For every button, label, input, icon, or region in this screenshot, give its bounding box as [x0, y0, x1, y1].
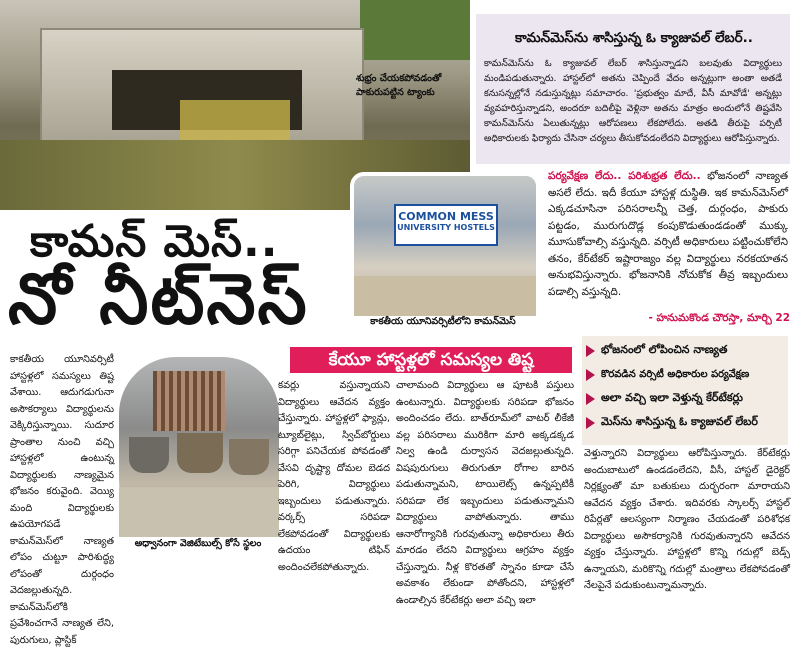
headline-line-1: కామన్ మెస్.. [30, 216, 279, 267]
article-column-3: చాలామంది విద్యార్థులు ఆ పూటకి పస్తులు ఉంటున్నారు. విద్యార్థులకు సరిపడా భోజనం అందించడం లేదు. బాత్‌రూమ్‌లో వాటర్ లీకేజీ వల్ల పరిసరాలు మురికిగా మారి అక్కడక్కడ నిల్వ ఉండి దుర్వాసన వెదజల్లుతున్నది. విషపురుగులు తిరుగుతూ రోగాల బారిన పడుతున్నామని, టాయిలెట్స్ ఉన్నప్పటికీ సరిపడా లేక ఇబ్బందులు పడుతున్నామని విద్యార్థులు వాపోతున్నారు. తాము ఆనారోగ్యానికి గురవుతున్నా అధికారులు తీరు మారడం లేదని విద్యార్థులు ఆగ్రహం వ్యక్తం చేస్తున్నారు. నీళ్ల కొరతతో స్నానం కూడా చేసే అవకాశం లేకుండా పోతోందని, హాస్టళ్లలో ఉండాల్సిన కేర్‌టేకర్లు అలా వచ్చి ఇలా [396, 380, 574, 606]
common-mess-sign [394, 204, 498, 246]
casual-labour-box [476, 14, 790, 164]
mess-ground [354, 276, 536, 316]
highlight-item [582, 363, 788, 387]
vegetable-pot [177, 433, 223, 473]
highlight-item [582, 387, 788, 411]
sign-line-2: UNIVERSITY HOSTELS [397, 223, 495, 232]
highlight-item [582, 411, 788, 435]
headline-line-2: నో నీట్‌నెస్ [8, 258, 309, 340]
article-column-4: వెళ్తున్నారని విద్యార్థులు ఆరోపిస్తున్నారు. కేర్‌టేకర్లు అందుబాటులో ఉండడంలేదని, వీసీ, హాస్టల్ డైరెక్టర్ నిర్లక్ష్యంతో మా బతుకులు దుర్భరంగా మారాయని ఆవేదన వ్యక్తం చేశారు. ఇదివరకు స్కాలర్స్ హాస్టల్ రిపేర్లతో ఆలస్యంగా నిర్మాణం చేయడంతో పరిశోధక విద్యార్థులు అసౌకర్యానికి గురవుతున్నారని ఆవేదన వ్యక్తం చేస్తున్నారు. హాస్టళ్లలో కొన్ని గదుల్లో బెడ్స్ ఉన్నాయని, మరికొన్ని గదుల్లో మంత్రాలు లేకపోవడంతో నేలపైనే పడుకుంటున్నామన్నారు. [584, 448, 790, 591]
highlight-text: అలా వచ్చి ఇలా వెళ్తున్న కేర్‌టేకర్లు [601, 391, 743, 404]
photo-caption-line-1: శుభ్రం చేయకపోవడంతో [356, 73, 442, 84]
vegetable-pot [129, 437, 169, 473]
sign-line-1: COMMON MESS [398, 210, 494, 223]
bullet-icon [586, 417, 595, 429]
highlights-box [582, 336, 788, 445]
kitchen-caption: అధ్వానంగా వెజిటేబుల్స్ కోసే స్థలం [134, 538, 262, 549]
casual-labour-title: కామన్‌మెస్‌ను శాసిస్తున్న ఓ క్యాజువల్ లేబర్.. [515, 30, 753, 46]
bullet-icon [586, 393, 595, 405]
right-column-lead: పర్యవేక్షణ లేదు.. పరిశుభ్రత లేదు.. [548, 170, 701, 182]
article-column-2: కవర్లు వస్తున్నాయని విద్యార్థులు ఆవేదన వ్యక్తం చేస్తున్నారు. హాస్టళ్లలో ఫ్యాన్లు, ట్యూబ్‌లైట్లు, స్విచ్‌బోర్డులు సరిగ్గా పనిచేయక పోవడంతో వేసవి దృష్ట్యా దోమల బెడద పెరిగి, విద్యార్థులు ఇబ్బందులు పడుతున్నారు. వర్కర్స్ సరిపడా లేకపోవడంతో విద్యార్థులకు ఉదయం టిఫిన్ అందించలేకపోతున్నారు. [278, 380, 390, 573]
kitchen-grill [153, 371, 225, 431]
article-column-1: కాకతీయ యూనివర్సిటీ హాస్టళ్లలో సమస్యలు తిష్ట వేశాయి. ఆదుగడుగునా అసౌకర్యాలు విద్యార్థులను వెక్కిరిస్తున్నాయి. సుదూర ప్రాంతాల నుంచి వచ్చి హాస్టళ్లలో ఉంటున్న విద్యార్థులకు నాణ్యమైన భోజనం కరువైంది. వెయ్యి మంది విద్యార్థులకు ఉపయోగపడే కామన్‌మెస్‌లో నాణ్యత లోపం చుట్టూ పారిశుద్ధ్య లోపంతో దుర్గంధం వెదజల్లుతున్నది. కామన్‌మెస్‌లోకి ప్రవేశించగానే నాణ్యత లేని, పురుగులు, ప్లాస్టిక్ [10, 354, 114, 646]
photo-caption-line-2: పాకురుపట్టిన ట్యాంకు [356, 87, 435, 98]
vegetable-pot [229, 439, 269, 475]
highlight-text: భోజనంలో లోపించిన నాణ్యత [601, 343, 728, 356]
photo-caption [356, 72, 466, 100]
kitchen-photo [116, 354, 282, 540]
dateline: - హనుమకొండ చౌరస్తా, మార్చి 22 [648, 312, 790, 324]
casual-labour-body: కామన్‌మెస్‌ను ఓ క్యాజువల్ లేబర్ శాసిస్తున్నాడని బలవుతు విద్యార్థులు మండిపడుతున్నారు. హాస్టల్‌లో అతను చెప్పిందే వేదం అన్నట్లుగా అంతా అతడే కనుసన్నల్లోనే నడుస్తున్నట్లు సమాచారం. 'ప్రభుత్వం మాదే, వీసీ మావోడే' అన్నట్లు వ్యవహరిస్తున్నాడని, అందరూ బదిలీపై వెళ్లినా అతను మాత్రం అందులోనే తిష్టవేసి కామన్‌మెస్‌ను ఏలుతున్నట్లు ఆరోపణలు లేకపోలేదు. అతడి తీరుపై పర్సిటీ అధికారులకు ఫిర్యాదు చేసినా చర్యలు తీసుకోవడంలేదని విద్యార్థులు ఆరోపిస్తున్నారు. [484, 58, 782, 144]
common-mess-photo [350, 172, 540, 320]
highlight-item [582, 339, 788, 363]
common-mess-caption: కాకతీయ యూనివర్సిటీలోని కామన్‌మెస్ [370, 316, 516, 327]
kitchen-floor [119, 487, 279, 537]
highlight-text: కొరవడిన వర్సిటీ అధికారుల పర్యవేక్షణ [601, 369, 750, 380]
highlight-text: మెస్‌ను శాసిస్తున్న ఓ క్యాజువల్ లేబర్ [601, 415, 758, 428]
right-column [548, 168, 788, 320]
right-column-body: భోజనంలో నాణ్యత అసలే లేదు. ఇదీ కేయూ హాస్టళ్ల దుస్థితి. ఇక కామన్‌మెస్‌లో ఎక్కడచూసినా పరిసరాలన్నీ చెత్త, దుర్గంధం, పాకురు పట్టడం, మురుగుదొడ్ల కంపుకొడుతుండడంతో ముక్కు మూసుకోవాల్సి వస్తున్నది. వర్సిటీ అధికారులు పట్టించుకోలేని తనం, కేర్‌టేకర్ ఇష్టారాజ్యం వల్ల విద్యార్థులు నరకయాతన అనుభవిస్తున్నారు. భోజనానికి నోచుకోక తీవ్ర ఇబ్బందులు పడాల్సి వస్తున్నది. [548, 170, 788, 298]
photo-trees [360, 0, 470, 60]
bullet-icon [586, 369, 595, 381]
bullet-icon [586, 345, 595, 357]
sub-headline-banner: కేయూ హాస్టళ్లలో సమస్యల తిష్ట [290, 347, 572, 373]
